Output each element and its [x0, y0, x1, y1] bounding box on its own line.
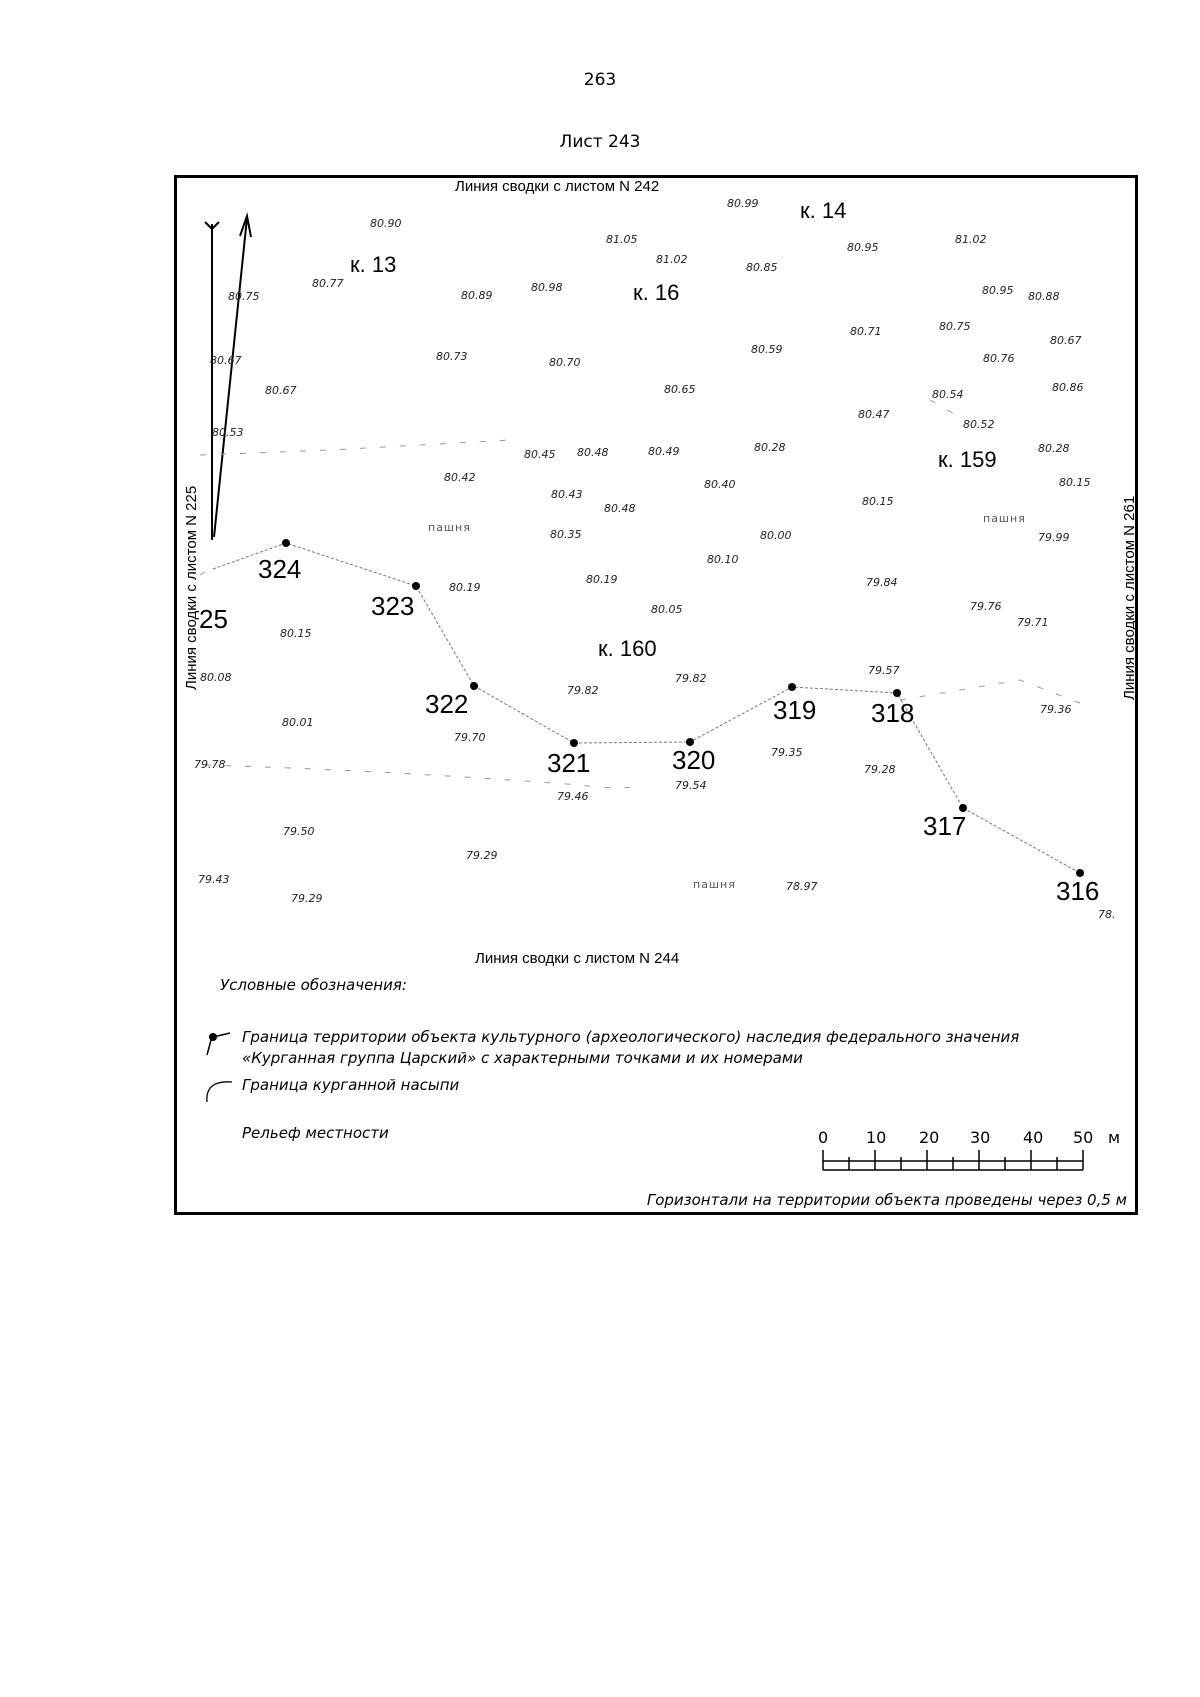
- elevation-mark: 79.70: [454, 731, 486, 744]
- point-label-322: 322: [425, 689, 469, 719]
- elevation-mark: 80.53: [212, 426, 244, 439]
- elevation-mark: 80.49: [648, 445, 680, 458]
- elevation-mark: 80.15: [280, 627, 312, 640]
- elevation-mark: 81.02: [656, 253, 688, 266]
- boundary-dot-323: [412, 582, 420, 590]
- elevation-mark: 79.50: [283, 825, 315, 838]
- elevation-mark: 80.28: [754, 441, 786, 454]
- kurgan-label-14: к. 14: [800, 198, 847, 223]
- elevation-mark: 79.46: [557, 790, 589, 803]
- elevation-mark: 80.10: [707, 553, 739, 566]
- elevation-mark: 80.00: [760, 529, 792, 542]
- elevation-mark: 80.05: [651, 603, 683, 616]
- elevation-mark: 80.54: [932, 388, 964, 401]
- elevation-mark: 80.45: [524, 448, 556, 461]
- legend-relief-text: Рельеф местности: [242, 1124, 389, 1142]
- north-arrow-icon: [205, 216, 251, 540]
- edge-label-right: Линия сводки с листом N 261: [1121, 495, 1138, 700]
- edge-label-top: Линия сводки с листом N 242: [455, 178, 660, 195]
- elevation-mark: 79.84: [866, 576, 898, 589]
- elevation-mark: 80.71: [850, 325, 882, 338]
- boundary-dot-321: [570, 739, 578, 747]
- elevation-mark: 79.76: [970, 600, 1002, 613]
- elevation-mark: 79.57: [868, 664, 900, 677]
- elevation-mark: 81.05: [606, 233, 638, 246]
- point-label-317: 317: [923, 811, 967, 841]
- elevation-mark: 80.76: [983, 352, 1015, 365]
- edge-label-bottom: Линия сводки с листом N 244: [475, 950, 680, 967]
- contour-note: Горизонтали на территории объекта проведены через 0,5 м: [646, 1191, 1127, 1209]
- elevation-mark: 79.54: [675, 779, 707, 792]
- elevation-mark: 80.47: [858, 408, 890, 421]
- elevation-mark: 80.75: [939, 320, 971, 333]
- point-label-316: 316: [1056, 876, 1100, 906]
- elevation-mark: 79.29: [291, 892, 323, 905]
- elevation-mark: 79.71: [1017, 616, 1049, 629]
- elevation-mark: 80.95: [982, 284, 1014, 297]
- elevation-mark: 80.98: [531, 281, 563, 294]
- elevation-mark: 79.78: [194, 758, 226, 771]
- boundary-dot-324: [282, 539, 290, 547]
- page-number: 263: [583, 70, 617, 90]
- elevation-mark: 80.15: [862, 495, 894, 508]
- boundary-dot-319: [788, 683, 796, 691]
- elevation-mark: 80.95: [847, 241, 879, 254]
- elevation-mark: 80.70: [549, 356, 581, 369]
- elevation-mark: 80.15: [1059, 476, 1091, 489]
- elevation-mark: 80.59: [751, 343, 783, 356]
- elevation-mark: 80.90: [370, 217, 402, 230]
- elevation-mark: 80.52: [963, 418, 995, 431]
- elevation-mark: 79.29: [466, 849, 498, 862]
- elevation-mark: 80.77: [312, 277, 344, 290]
- legend-boundary-text-1: Граница территории объекта культурного (археологического) наследия федерального значения: [242, 1028, 1020, 1046]
- boundary-dot-322: [470, 682, 478, 690]
- elevation-mark: 80.48: [577, 446, 609, 459]
- scale-unit: м: [1108, 1128, 1121, 1147]
- elevation-mark: 80.35: [550, 528, 582, 541]
- elevation-mark: 80.28: [1038, 442, 1070, 455]
- point-label-323: 323: [371, 591, 415, 621]
- scale-bar: [818, 1128, 1120, 1170]
- elevation-mark: 80.65: [664, 383, 696, 396]
- elevation-mark: 79.36: [1040, 703, 1072, 716]
- elevation-mark: 80.86: [1052, 381, 1084, 394]
- elevation-mark: 79.28: [864, 763, 896, 776]
- elevation-mark: 80.42: [444, 471, 476, 484]
- elevation-mark: 80.19: [449, 581, 481, 594]
- sheet-title: Лист 243: [559, 132, 641, 152]
- elevation-mark: 80.88: [1028, 290, 1060, 303]
- legend-boundary-text-2: «Курганная группа Царский» с характерными точками и их номерами: [242, 1049, 803, 1067]
- kurgan-label-16: к. 16: [633, 280, 680, 305]
- elevation-mark: 80.99: [727, 197, 759, 210]
- point-label-25: 25: [199, 604, 228, 634]
- boundary-dot-318: [893, 689, 901, 697]
- point-label-321: 321: [547, 748, 591, 778]
- kurgan-label-159: к. 159: [938, 447, 997, 472]
- field-label: пашня: [983, 512, 1026, 525]
- scale-tick-label: 40: [1023, 1128, 1044, 1147]
- scale-tick-label: 20: [919, 1128, 940, 1147]
- point-label-320: 320: [672, 745, 716, 775]
- legend-mound-icon: [207, 1082, 232, 1102]
- elevation-mark: 80.89: [461, 289, 493, 302]
- elevation-mark: 79.82: [567, 684, 599, 697]
- elevation-mark: 79.82: [675, 672, 707, 685]
- elevation-mark: 79.35: [771, 746, 803, 759]
- elevation-mark: 80.85: [746, 261, 778, 274]
- edge-label-left: Линия сводки с листом N 225: [183, 485, 200, 690]
- elevation-mark: 80.40: [704, 478, 736, 491]
- elevation-mark: 79.43: [198, 873, 230, 886]
- field-label: пашня: [693, 878, 736, 891]
- elevation-mark: 80.73: [436, 350, 468, 363]
- legend-heading: Условные обозначения:: [220, 976, 407, 994]
- kurgan-label-160: к. 160: [598, 636, 657, 661]
- point-label-318: 318: [871, 698, 915, 728]
- elevation-mark: 81.02: [955, 233, 987, 246]
- elevation-mark: 80.67: [210, 354, 242, 367]
- legend-boundary-icon: [207, 1033, 230, 1055]
- point-label-319: 319: [773, 695, 817, 725]
- elevation-mark: 80.48: [604, 502, 636, 515]
- point-label-324: 324: [258, 554, 302, 584]
- elevation-mark: 78.97: [786, 880, 818, 893]
- elevation-mark: 80.01: [282, 716, 314, 729]
- elevation-mark: 79.99: [1038, 531, 1070, 544]
- elevation-mark: 80.08: [200, 671, 232, 684]
- elevation-marks: [194, 197, 1116, 921]
- elevation-mark: 78.: [1098, 908, 1116, 921]
- elevation-mark: 80.67: [1050, 334, 1082, 347]
- elevation-mark: 80.43: [551, 488, 583, 501]
- scale-tick-label: 10: [866, 1128, 887, 1147]
- scale-tick-label: 50: [1073, 1128, 1094, 1147]
- scale-tick-label: 0: [818, 1128, 829, 1147]
- elevation-mark: 80.75: [228, 290, 260, 303]
- elevation-mark: 80.67: [265, 384, 297, 397]
- field-label: пашня: [428, 521, 471, 534]
- legend-mound-text: Граница курганной насыпи: [242, 1076, 460, 1094]
- scale-tick-label: 30: [970, 1128, 991, 1147]
- elevation-mark: 80.19: [586, 573, 618, 586]
- kurgan-label-13: к. 13: [350, 252, 397, 277]
